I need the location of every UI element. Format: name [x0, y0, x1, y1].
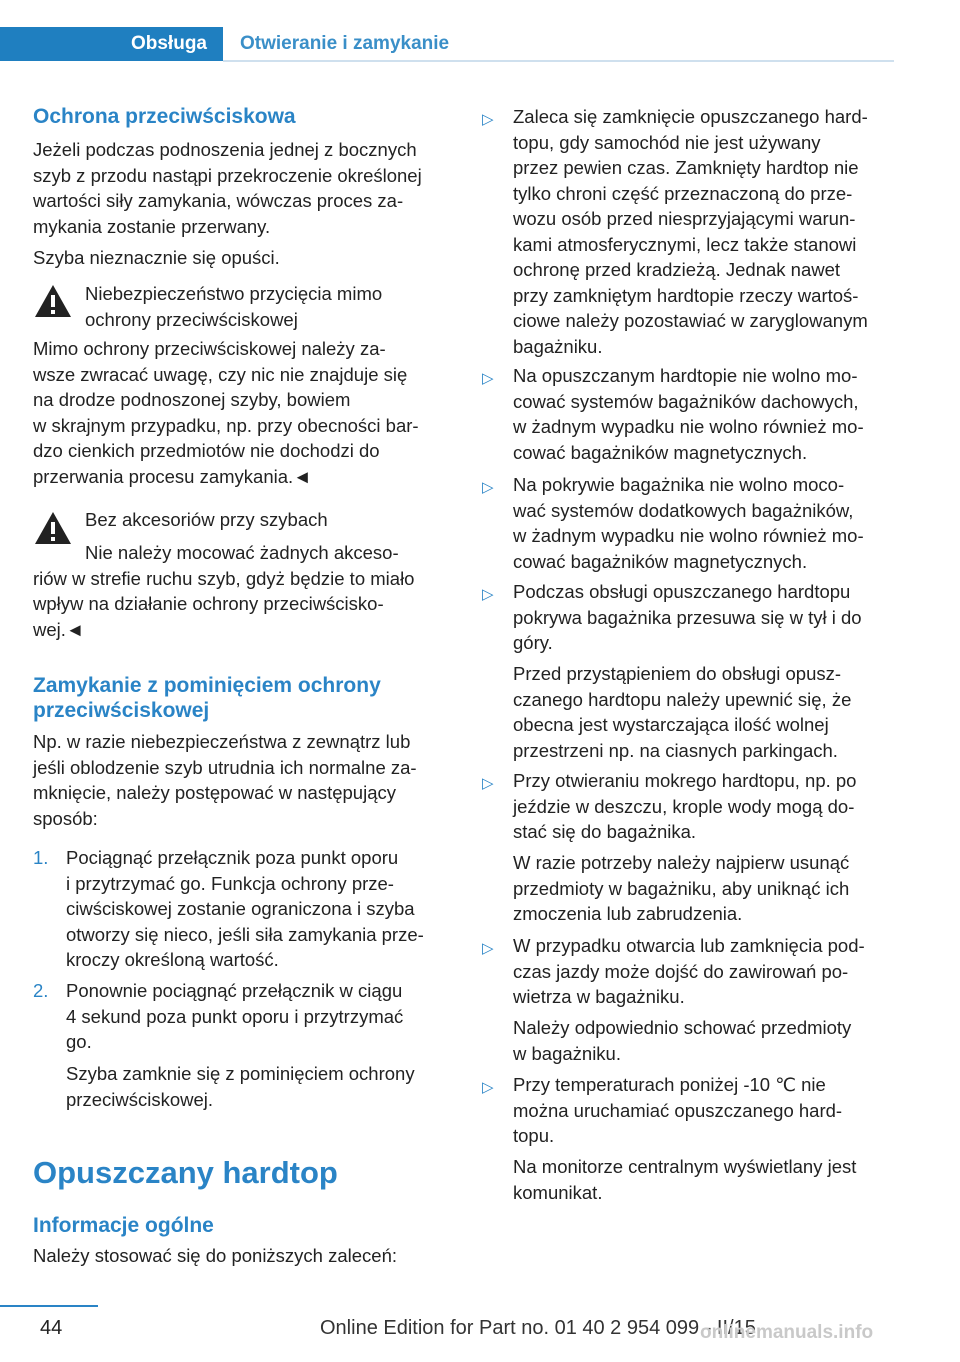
text-line: przestrzeni np. na ciasnych parkingach.: [513, 739, 838, 761]
text-line: kroczy określoną wartość.: [66, 949, 279, 970]
text-line: Np. w razie niebezpieczeństwa z zewnątrz lub: [33, 731, 411, 752]
step-2-text: [66, 978, 403, 1055]
bullet-trunk-lid: [513, 472, 864, 574]
text-line: ochronę przed kradzieżą. Jednak nawet: [513, 259, 841, 280]
text-line: wietrza w bagażniku.: [513, 986, 685, 1007]
bullet-icon: ▷: [482, 370, 494, 387]
warning-title-accessories: Bez akcesoriów przy szybach: [85, 509, 328, 530]
heading-override-closing: [33, 673, 381, 723]
text-line: Zaleca się zamknięcie opuszczanego hard-: [513, 106, 868, 127]
text-line: wej.◄: [33, 618, 85, 640]
text-line: w bagażniku.: [513, 1042, 621, 1064]
paragraph-override-intro: [33, 729, 417, 831]
text-line: na drodze podnoszonej szyby, bowiem: [33, 389, 351, 410]
heading-general-info: Informacje ogólne: [33, 1214, 214, 1237]
text-line: zmoczenia lub zabrudzenia.: [513, 903, 743, 924]
text-line: przy zamkniętym hardtopie rzeczy wartoś-: [513, 284, 859, 306]
text-line: jeśli oblodzenie szyb utrudnia ich normalne za-: [33, 756, 417, 778]
text-line: ciowe należy pozostawiać w zaryglowanym: [513, 310, 868, 331]
text-line: sposób:: [33, 807, 98, 829]
bullet-icon: ▷: [482, 586, 494, 603]
tab-chapter[interactable]: Otwieranie i zamykanie: [240, 33, 450, 54]
warning-icon: [33, 283, 73, 319]
step-1-text: [66, 845, 424, 973]
text-line: cować bagażników magnetycznych.: [513, 441, 808, 463]
step-number: 1.: [33, 847, 49, 868]
text-line: przez pewien czas. Zamknięty hardtop nie: [513, 157, 859, 178]
header-divider: [223, 60, 894, 62]
text-line: w skrajnym przypadku, np. przy obecności bar-: [33, 414, 419, 436]
text-line: w żadnym wypadku nie wolno również mo-: [513, 525, 864, 546]
text-line: W przypadku otwarcia lub zamknięcia pod-: [513, 935, 865, 956]
warning-text-pinch: [33, 336, 419, 489]
footer-edition: Online Edition for Part no. 01 40 2 954 099 - II/15: [320, 1317, 756, 1339]
text-line: obecna jest wystarczająca ilość wolnej: [513, 714, 829, 735]
step-number: 2.: [33, 980, 49, 1001]
text-line: Na pokrywie bagażnika nie wolno moco-: [513, 474, 845, 495]
text-line: topu.: [513, 1125, 555, 1146]
bullet-roof-rack: [513, 363, 864, 465]
text-line: pokrywa bagażnika przesuwa się w tył i do: [513, 606, 862, 628]
text-line: można uruchamiać opuszczanego hard-: [513, 1099, 843, 1121]
text-line: otworzy się nieco, jeśli siła zamykania prze-: [66, 923, 424, 945]
text-line: mykania zostanie przerwany.: [33, 215, 271, 237]
text-line: 4 sekund poza punkt oporu i przytrzymać: [66, 1005, 404, 1027]
text-line: go.: [66, 1031, 92, 1052]
note-free-space: [513, 661, 851, 763]
text-line: i przytrzymać go. Funkcja ochrony prze-: [66, 872, 394, 894]
text-line: szyb z przodu nastąpi przekroczenie określonej: [33, 164, 422, 186]
text-line: wpływ na działanie ochrony przeciwścisko-: [33, 593, 384, 614]
text-line: kami atmosferycznymi, lecz także stanowi: [513, 233, 857, 255]
watermark: onlinemanuals.info: [700, 1322, 874, 1343]
bullet-trunk-moves: [513, 579, 862, 656]
text-line: wozu osób przed niesprzyjającymi warun-: [513, 208, 856, 229]
text-line: Ponownie pociągnąć przełącznik w ciągu: [66, 980, 403, 1001]
note-stow-items: [513, 1015, 851, 1066]
text-line: stać się do bagażnika.: [513, 821, 697, 842]
heading-line: przeciwściskowej: [33, 699, 210, 722]
text-line: ochrony przeciwściskowej: [85, 308, 298, 330]
bullet-while-driving: [513, 933, 865, 1010]
text-line: przedmioty w bagażniku, aby uniknąć ich: [513, 877, 850, 899]
text-line: cować systemów bagażników dachowych,: [513, 390, 859, 412]
bullet-close-hardtop: [513, 104, 868, 359]
text-line: Należy odpowiednio schować przedmioty: [513, 1017, 852, 1038]
bullet-low-temperature: [513, 1072, 842, 1149]
text-line: Mimo ochrony przeciwściskowej należy za-: [33, 338, 386, 359]
text-line: góry.: [513, 632, 553, 653]
text-line: Jeżeli podczas podnoszenia jednej z bocznych: [33, 139, 417, 160]
text-line: bagażniku.: [513, 335, 603, 357]
bullet-icon: ▷: [482, 775, 494, 792]
page-number-rule: [0, 1305, 98, 1307]
step-2-note: [66, 1061, 415, 1112]
text-line: Nie należy mocować żadnych akceso-: [85, 542, 399, 563]
heading-line: Zamykanie z pominięciem ochrony: [33, 674, 381, 697]
warning-title-pinch: [85, 281, 382, 332]
paragraph-pinch-intro: [33, 137, 422, 239]
text-line: Na opuszczanym hardtopie nie wolno mo-: [513, 365, 858, 386]
heading-pinch-protection: Ochrona przeciwściskowa: [33, 105, 296, 128]
text-line: mknięcie, należy postępować w następujący: [33, 782, 396, 803]
text-line: komunikat.: [513, 1181, 603, 1203]
text-line: Pociągnąć przełącznik poza punkt oporu: [66, 847, 399, 868]
text-line: wać systemów dodatkowych bagażników,: [513, 499, 854, 521]
text-line: Przy otwieraniu mokrego hardtopu, np. po: [513, 770, 857, 791]
text-line: w żadnym wypadku nie wolno również mo-: [513, 416, 864, 437]
bullet-icon: ▷: [482, 479, 494, 496]
text-line: wsze zwracać uwagę, czy nic nie znajduje się: [33, 363, 408, 385]
note-remove-items: [513, 850, 849, 927]
text-line: Przed przystąpieniem do obsługi opusz-: [513, 663, 842, 684]
text-line: topu, gdy samochód nie jest używany: [513, 131, 821, 153]
page-number: 44: [40, 1317, 63, 1339]
text-line: czanego hardtopu należy upewnić się, że: [513, 688, 852, 710]
text-line: Szyba zamknie się z pominięciem ochrony: [66, 1063, 415, 1084]
bullet-icon: ▷: [482, 940, 494, 957]
text-line: cować bagażników magnetycznych.: [513, 550, 808, 572]
note-central-display: [513, 1154, 856, 1205]
text-line: ciwściskowej zostanie ograniczona i szyba: [66, 898, 415, 919]
text-line: W razie potrzeby należy najpierw usunąć: [513, 852, 850, 873]
text-line: czas jazdy może dojść do zawirowań po-: [513, 960, 849, 982]
bullet-wet-hardtop: [513, 768, 856, 845]
header-bar: [0, 27, 894, 61]
text-line: tylko chroni część przeznaczoną do prze-: [513, 182, 853, 204]
text-line: Przy temperaturach poniżej -10 ℃ nie: [513, 1074, 826, 1095]
bullet-icon: ▷: [482, 111, 494, 128]
warning-text-accessories: [33, 540, 414, 642]
text-line: przeciwściskowej.: [66, 1088, 214, 1110]
text-line: riów w strefie ruchu szyb, gdyż będzie to miało: [33, 567, 415, 589]
text-line: Niebezpieczeństwo przycięcia mimo: [85, 283, 383, 304]
text-line: dzo cienkich przedmiotów nie dochodzi do: [33, 440, 380, 461]
paragraph-follow-guidelines: Należy stosować się do poniższych zaleceń:: [33, 1245, 398, 1266]
text-line: Na monitorze centralnym wyświetlany jest: [513, 1156, 857, 1177]
text-line: Podczas obsługi opuszczanego hardtopu: [513, 581, 851, 602]
heading-retractable-hardtop: Opuszczany hardtop: [33, 1155, 338, 1190]
text-line: jeździe w deszczu, krople wody mogą do-: [513, 795, 855, 817]
paragraph-window-lowers: Szyba nieznacznie się opuści.: [33, 247, 280, 268]
text-line: przerwania procesu zamykania.◄: [33, 465, 312, 487]
tab-section[interactable]: Obsługa: [0, 27, 223, 61]
text-line: wartości siły zamykania, wówczas proces za-: [33, 190, 404, 211]
bullet-icon: ▷: [482, 1079, 494, 1096]
